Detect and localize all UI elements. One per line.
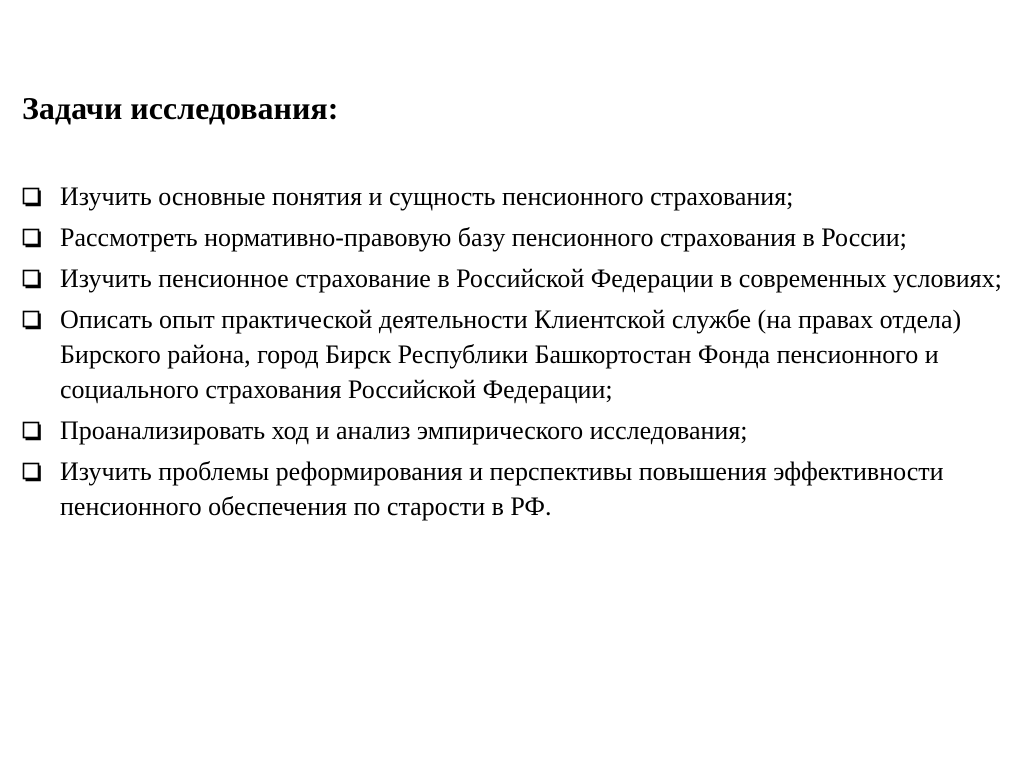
task-list — [22, 179, 1012, 530]
list-item — [22, 454, 1012, 524]
list-item — [22, 413, 1012, 448]
checkbox-square-icon — [22, 462, 42, 482]
task-text: Изучить пенсионное страхование в Российской Федерации в современных условиях; — [60, 264, 1002, 293]
task-text: Изучить проблемы реформирования и перспективы повышения эффективности пенсионного обеспечения по старости в РФ. — [60, 457, 944, 521]
checkbox-square-icon — [22, 310, 42, 330]
checkbox-square-icon — [22, 187, 42, 207]
list-item — [22, 179, 1012, 214]
checkbox-square-icon — [22, 269, 42, 289]
checkbox-square-icon — [22, 421, 42, 441]
list-item — [22, 302, 1012, 407]
slide-title: Задачи исследования: — [22, 90, 339, 126]
list-item — [22, 220, 1012, 255]
task-text: Изучить основные понятия и сущность пенсионного страхования; — [60, 182, 794, 211]
task-text: Описать опыт практической деятельности Клиентской службе (на правах отдела) Бирского района, город Бирск Республики Башкортостан Фонда пенсионного и социального страхования Российской Федерации; — [60, 305, 962, 404]
task-text: Проанализировать ход и анализ эмпирического исследования; — [60, 416, 748, 445]
checkbox-square-icon — [22, 228, 42, 248]
task-text: Рассмотреть нормативно-правовую базу пенсионного страхования в России; — [60, 223, 907, 252]
list-item — [22, 261, 1012, 296]
